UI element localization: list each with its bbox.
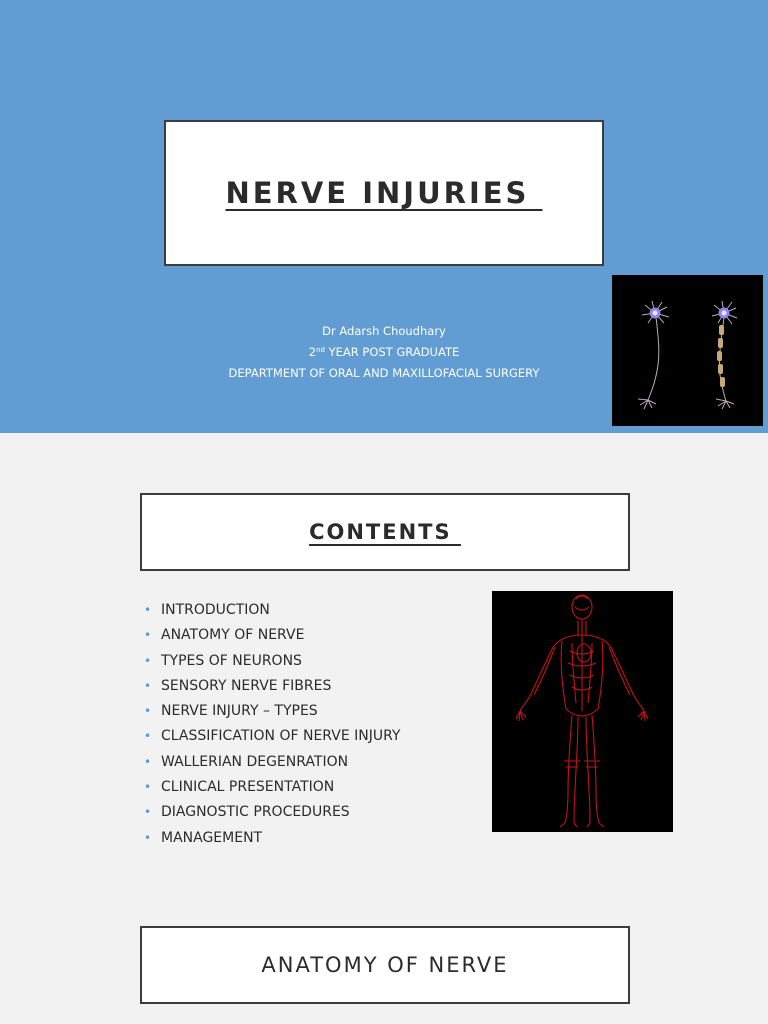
list-item-label: CLINICAL PRESENTATION [161,779,335,796]
list-item [144,649,400,674]
year-suffix: nd [316,346,325,354]
neurons-image [612,275,763,426]
bullet-icon: • [144,678,152,693]
contents-title: CONTENTS [309,520,461,544]
list-item [144,750,400,775]
list-item [144,598,400,623]
bullet-icon: • [144,754,152,769]
year-line [150,342,618,363]
bullet-icon: • [144,704,152,719]
bullet-icon: • [144,729,152,744]
list-item-label: DIAGNOSTIC PROCEDURES [161,804,350,821]
bullet-icon: • [144,628,152,643]
neurons-illustration [612,275,763,426]
bullet-icon: • [144,805,152,820]
bullet-icon: • [144,830,152,845]
contents-title-box [140,493,630,571]
list-item [144,775,400,800]
bullet-icon: • [144,653,152,668]
year-rest: YEAR POST GRADUATE [324,345,460,359]
subtitle-block [150,321,618,384]
list-item [144,826,400,851]
year-number: 2 [308,345,317,359]
anatomy-title: ANATOMY OF NERVE [261,953,509,977]
bullet-icon: • [144,603,152,617]
list-item-label: TYPES OF NEURONS [161,652,302,669]
list-item [144,674,400,699]
contents-list [144,598,400,851]
list-item [144,800,400,825]
human-nervous-system-illustration [492,591,673,832]
list-item-label: ANATOMY OF NERVE [161,627,305,644]
bullet-icon: • [144,780,152,795]
list-item [144,724,400,749]
list-item-label: CLASSIFICATION OF NERVE INJURY [161,728,401,745]
list-item-label: SENSORY NERVE FIBRES [161,677,332,694]
title-box [164,120,604,266]
slide-title: NERVE INJURIES [225,176,543,210]
department-name: DEPARTMENT OF ORAL AND MAXILLOFACIAL SURGERY [228,366,540,380]
list-item-label: NERVE INJURY – TYPES [161,703,318,720]
list-item-label: WALLERIAN DEGENRATION [161,753,349,770]
list-item-label: INTRODUCTION [161,602,270,618]
author-name: Dr Adarsh Choudhary [322,324,446,338]
title-slide [0,0,768,433]
nervous-system-image [492,591,673,832]
anatomy-title-box [140,926,630,1004]
list-item [144,623,400,648]
list-item [144,699,400,724]
list-item-label: MANAGEMENT [161,829,263,846]
